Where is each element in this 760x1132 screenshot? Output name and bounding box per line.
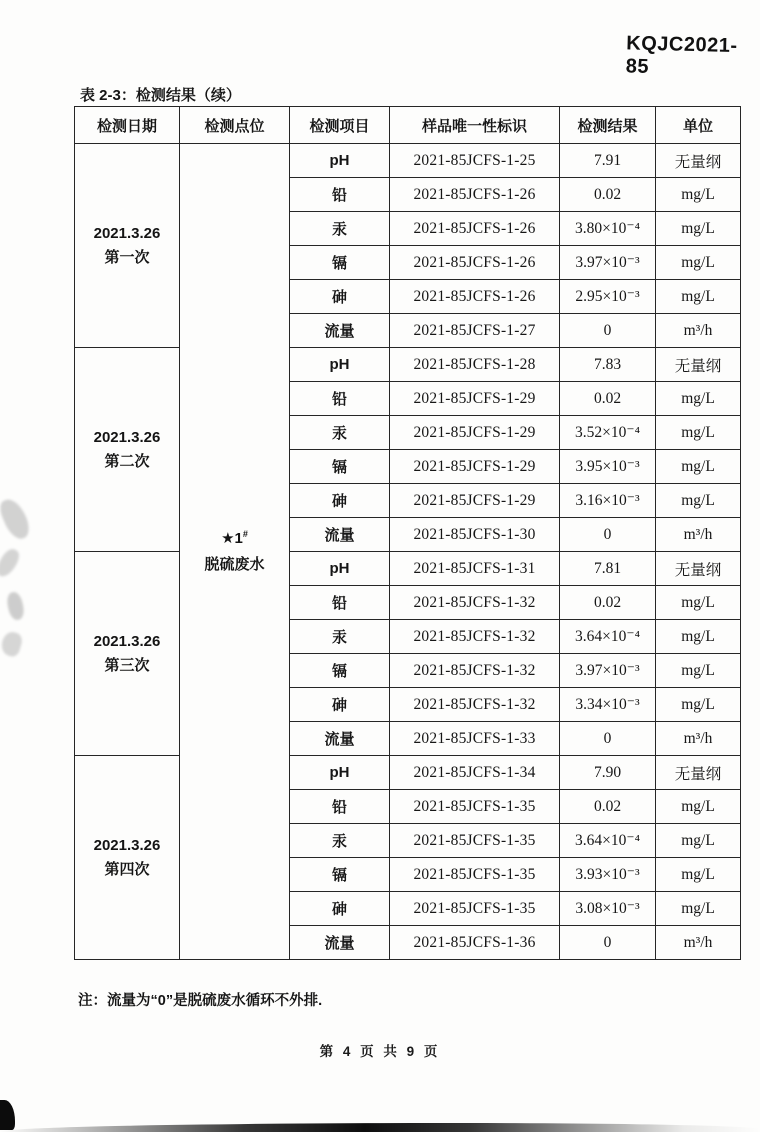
result-cell: 2.95×10⁻³ — [560, 280, 656, 314]
sample-id-cell: 2021-85JCFS-1-35 — [390, 790, 560, 824]
table-row — [75, 144, 741, 178]
header-detection-point: 检测点位 — [180, 107, 290, 144]
sample-id-cell: 2021-85JCFS-1-34 — [390, 756, 560, 790]
scan-corner-mark — [0, 1100, 15, 1130]
item-cell: 铅 — [290, 178, 390, 212]
result-cell: 3.97×10⁻³ — [560, 654, 656, 688]
date-cell — [75, 348, 180, 552]
point-superscript: # — [242, 529, 248, 539]
star-marker: ★1 — [221, 530, 243, 547]
date-cell — [75, 144, 180, 348]
table-row — [75, 348, 741, 382]
result-cell: 3.97×10⁻³ — [560, 246, 656, 280]
unit-cell: mg/L — [656, 790, 741, 824]
item-cell: pH — [290, 144, 390, 178]
unit-cell: mg/L — [656, 586, 741, 620]
date-text: 2021.3.26 — [93, 632, 161, 650]
item-cell: 汞 — [290, 416, 390, 450]
date-text: 2021.3.26 — [93, 836, 161, 854]
result-cell: 3.95×10⁻³ — [560, 450, 656, 484]
sample-id-cell: 2021-85JCFS-1-33 — [390, 722, 560, 756]
sample-id-cell: 2021-85JCFS-1-29 — [390, 484, 560, 518]
sample-id-cell: 2021-85JCFS-1-27 — [390, 314, 560, 348]
result-cell: 0 — [560, 926, 656, 960]
result-cell: 7.81 — [560, 552, 656, 586]
sample-id-cell: 2021-85JCFS-1-26 — [390, 212, 560, 246]
date-cell — [75, 552, 180, 756]
session-text: 第二次 — [104, 452, 150, 470]
result-cell: 0 — [560, 518, 656, 552]
table-row — [75, 552, 741, 586]
result-cell: 3.08×10⁻³ — [560, 892, 656, 926]
item-cell: 汞 — [290, 620, 390, 654]
item-cell: 镉 — [290, 246, 390, 280]
sample-id-cell: 2021-85JCFS-1-32 — [390, 586, 560, 620]
footnote: 注：流量为“0”是脱硫废水循环不外排. — [78, 993, 323, 1009]
unit-cell: mg/L — [656, 892, 741, 926]
sampling-point-id — [180, 526, 289, 552]
sampling-point-cell — [180, 144, 290, 960]
item-cell: 汞 — [290, 824, 390, 858]
sample-id-cell: 2021-85JCFS-1-32 — [390, 688, 560, 722]
header-detection-item: 检测项目 — [290, 107, 390, 144]
unit-cell: mg/L — [656, 654, 741, 688]
item-cell: 流量 — [290, 926, 390, 960]
header-sample-identifier: 样品唯一性标识 — [390, 107, 560, 144]
result-cell: 3.34×10⁻³ — [560, 688, 656, 722]
unit-cell: m³/h — [656, 926, 741, 960]
sample-id-cell: 2021-85JCFS-1-36 — [390, 926, 560, 960]
header-detection-date: 检测日期 — [75, 107, 180, 144]
session-text: 第一次 — [104, 248, 150, 266]
item-cell: 镉 — [290, 450, 390, 484]
results-table-body — [75, 144, 741, 960]
unit-cell: m³/h — [656, 518, 741, 552]
unit-cell: 无量纲 — [656, 756, 741, 790]
item-cell: pH — [290, 756, 390, 790]
unit-cell: mg/L — [656, 824, 741, 858]
date-text: 2021.3.26 — [93, 224, 161, 242]
unit-cell: mg/L — [656, 178, 741, 212]
item-cell: 镉 — [290, 654, 390, 688]
scan-artifact — [5, 591, 25, 622]
session-text: 第四次 — [104, 860, 150, 878]
item-cell: pH — [290, 348, 390, 382]
result-cell: 0.02 — [560, 178, 656, 212]
scan-edge-shadow — [0, 1123, 760, 1132]
sample-id-cell: 2021-85JCFS-1-29 — [390, 416, 560, 450]
unit-cell: mg/L — [656, 620, 741, 654]
sample-id-cell: 2021-85JCFS-1-35 — [390, 858, 560, 892]
result-cell: 3.64×10⁻⁴ — [560, 620, 656, 654]
result-cell: 7.90 — [560, 756, 656, 790]
unit-cell: mg/L — [656, 450, 741, 484]
unit-cell: m³/h — [656, 722, 741, 756]
result-cell: 0.02 — [560, 586, 656, 620]
sample-id-cell: 2021-85JCFS-1-29 — [390, 450, 560, 484]
item-cell: 汞 — [290, 212, 390, 246]
scan-artifact — [0, 546, 22, 580]
header-unit: 单位 — [656, 107, 741, 144]
item-cell: 流量 — [290, 722, 390, 756]
sample-id-cell: 2021-85JCFS-1-28 — [390, 348, 560, 382]
item-cell: 砷 — [290, 484, 390, 518]
sample-id-cell: 2021-85JCFS-1-35 — [390, 824, 560, 858]
sample-id-cell: 2021-85JCFS-1-31 — [390, 552, 560, 586]
page-number: 第 4 页 共 9 页 — [319, 1044, 441, 1059]
item-cell: 镉 — [290, 858, 390, 892]
item-cell: 铅 — [290, 790, 390, 824]
sample-id-cell: 2021-85JCFS-1-32 — [390, 654, 560, 688]
sample-id-cell: 2021-85JCFS-1-26 — [390, 178, 560, 212]
unit-cell: mg/L — [656, 280, 741, 314]
result-cell: 3.80×10⁻⁴ — [560, 212, 656, 246]
result-cell: 3.52×10⁻⁴ — [560, 416, 656, 450]
item-cell: 砷 — [290, 688, 390, 722]
session-text: 第三次 — [104, 656, 150, 674]
unit-cell: mg/L — [656, 246, 741, 280]
scan-artifact — [0, 630, 24, 658]
sample-id-cell: 2021-85JCFS-1-26 — [390, 246, 560, 280]
item-cell: 铅 — [290, 382, 390, 416]
date-cell — [75, 756, 180, 960]
result-cell: 3.64×10⁻⁴ — [560, 824, 656, 858]
sample-id-cell: 2021-85JCFS-1-30 — [390, 518, 560, 552]
unit-cell: mg/L — [656, 212, 741, 246]
sample-id-cell: 2021-85JCFS-1-26 — [390, 280, 560, 314]
result-cell: 7.83 — [560, 348, 656, 382]
sample-id-cell: 2021-85JCFS-1-29 — [390, 382, 560, 416]
item-cell: 砷 — [290, 892, 390, 926]
result-cell: 0 — [560, 722, 656, 756]
sample-id-cell: 2021-85JCFS-1-32 — [390, 620, 560, 654]
item-cell: 流量 — [290, 518, 390, 552]
result-cell: 3.16×10⁻³ — [560, 484, 656, 518]
item-cell: 铅 — [290, 586, 390, 620]
sample-id-cell: 2021-85JCFS-1-25 — [390, 144, 560, 178]
result-cell: 0.02 — [560, 382, 656, 416]
result-cell: 7.91 — [560, 144, 656, 178]
item-cell: 砷 — [290, 280, 390, 314]
sample-id-cell: 2021-85JCFS-1-35 — [390, 892, 560, 926]
sampling-point-name: 脱硫废水 — [204, 555, 265, 573]
table-title: 表 2-3：检测结果（续） — [80, 87, 241, 104]
table-header-row — [75, 107, 741, 144]
document-number: KQJC2021-85 — [625, 32, 738, 78]
unit-cell: mg/L — [656, 382, 741, 416]
item-cell: pH — [290, 552, 390, 586]
unit-cell: mg/L — [656, 858, 741, 892]
result-cell: 0.02 — [560, 790, 656, 824]
unit-cell: 无量纲 — [656, 348, 741, 382]
scan-artifact — [0, 495, 33, 542]
date-text: 2021.3.26 — [93, 428, 161, 446]
results-table — [74, 106, 741, 960]
unit-cell: m³/h — [656, 314, 741, 348]
unit-cell: mg/L — [656, 688, 741, 722]
table-row — [75, 756, 741, 790]
unit-cell: mg/L — [656, 416, 741, 450]
item-cell: 流量 — [290, 314, 390, 348]
result-cell: 0 — [560, 314, 656, 348]
unit-cell: 无量纲 — [656, 144, 741, 178]
result-cell: 3.93×10⁻³ — [560, 858, 656, 892]
header-detection-result: 检测结果 — [560, 107, 656, 144]
unit-cell: mg/L — [656, 484, 741, 518]
unit-cell: 无量纲 — [656, 552, 741, 586]
